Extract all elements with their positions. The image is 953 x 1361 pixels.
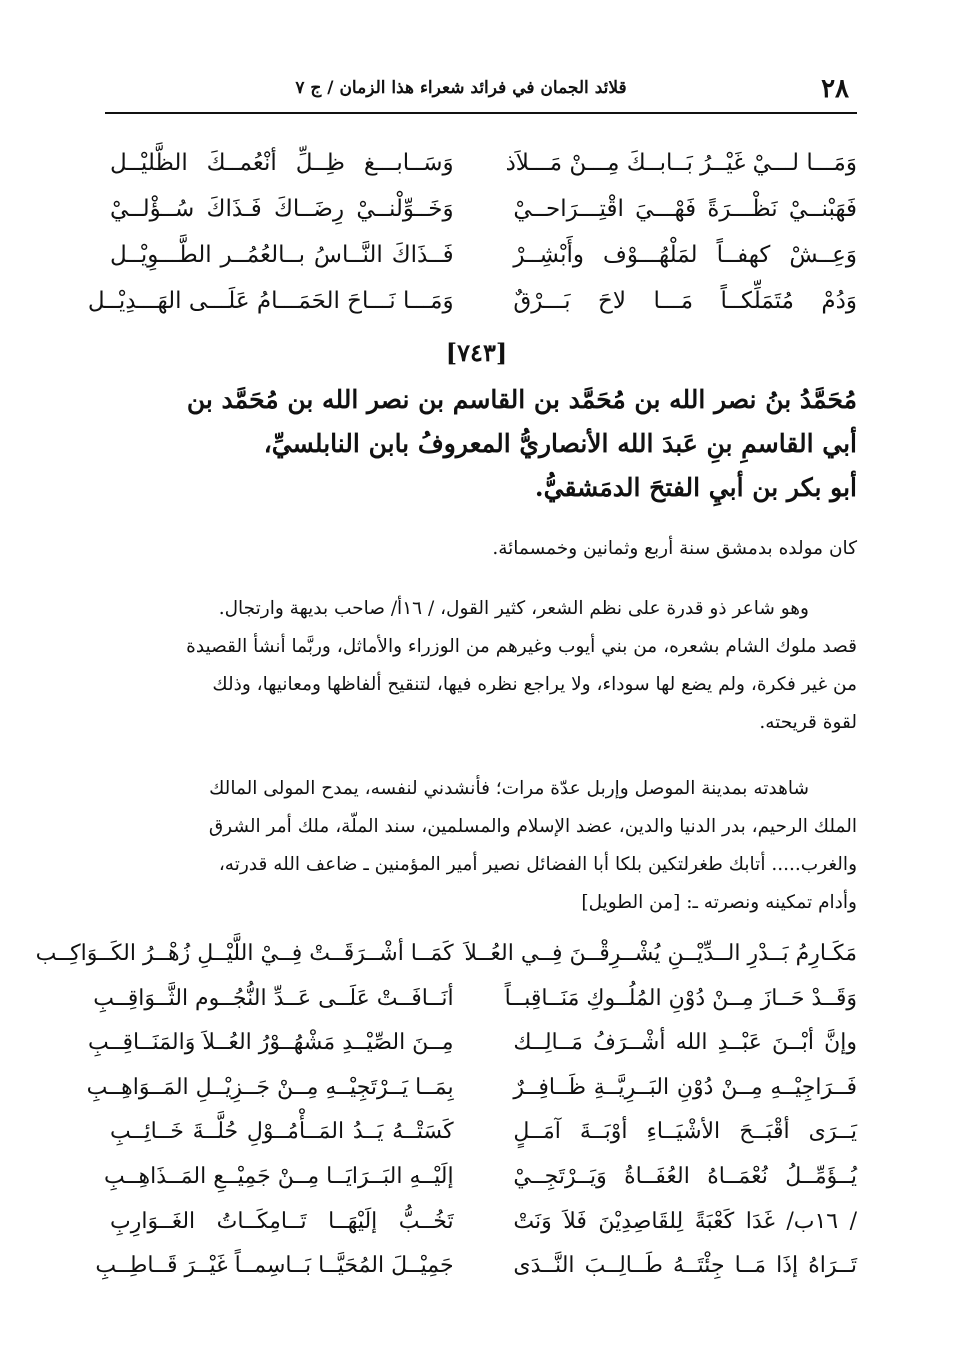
- verse-second-hemistich: وَسَــابـــغ ظِــلِّ أنْعُمــكَ الظَّليْــل: [110, 150, 454, 176]
- verse-first-hemistich: مَكَـارِمُ بَــدْرِ الــدِّيْــنِ يُشْــرِقْــنَ فِــي العُــلاَ: [464, 941, 857, 966]
- verse-row: [93, 977, 857, 1022]
- page-header: [105, 70, 857, 114]
- verse-second-hemistich: وَخَــوِّلْنــيْ رِضَــاكَ فَـذَاكَ سُــؤْلــيْ: [110, 196, 454, 222]
- paragraph-birth: [110, 530, 857, 568]
- verse-second-hemistich: تَخُــبُّ إلَيْهَــا تَــامِكَــاتُ الغَــوَارِبِ: [110, 1208, 454, 1234]
- paragraph-line: كان مولده بدمشق سنة أربع وثمانين وخمسمائة.: [492, 538, 857, 559]
- running-title: قلائد الجمان في فرائد شعراء هذا الزمان / ج ٧: [295, 78, 627, 98]
- verse-row: [110, 186, 857, 232]
- verse-second-hemistich: إلَيْــهِ البَــرَايَــا مِــنْ جَمِيْــعِ المَــذَاهِــبِ: [104, 1163, 454, 1189]
- verse-row: [110, 1200, 857, 1245]
- verse-first-hemistich: يُــؤَمِّــلُ نُعْمَــاهُ العُفَــاةُ وَيَــرْتَجِــيْ: [513, 1163, 857, 1189]
- poetic-meter: [من الطويل]: [581, 892, 681, 913]
- verse-second-hemistich: جَمِيْــلَ المُحَيَّــا بَــاسِمــاً غَيْــرَ قَــاطِــبِ: [95, 1253, 454, 1279]
- verse-row: [110, 1110, 857, 1155]
- verse-second-hemistich: فَــذَاكَ النَّــاسُ بــالعُمُــر الطَّـــوِيْــل: [110, 242, 454, 268]
- verse-first-hemistich: فَــرَاجِيْــهِ مِــنْ دُوْنِ البَــرِيَّــةِ ظَــافِــرٌ: [513, 1074, 857, 1100]
- verse-first-hemistich: يَــرَى أقْبَــحَ الأشْيَــاءِ أوْبَــةَ آمَــلٍ: [513, 1119, 857, 1145]
- verse-row: [95, 1244, 857, 1289]
- verse-first-hemistich: فَهَبْنــيْ نَظْـــرَةً فَهْـــيَ اقْتِـــرَاحــيْ: [513, 196, 857, 222]
- title-line: أبو بكر بن أبيِ الفتحَ الدمَشقيُّ.: [534, 473, 857, 502]
- title-line: أبي القاسمِ بنِ عَبدَ الله الأنصاريُّ المعروفُ بابن النابلسيِّ،: [263, 429, 857, 458]
- verse-first-hemistich: وَعِــشْ كهفــاً لمَلْهُـــوْف وأَبْشِــرْ: [513, 242, 857, 268]
- verse-first-hemistich: وَدُمْ مُتَمَلِّكــاً مَـــا لاحَ بَـــرْقٌ: [513, 288, 857, 314]
- verse-second-hemistich: مِــنَ الصِّيْــدِ مَشْهُــوْرُ العُــلاَ وَالمَنَــاقِــبِ: [87, 1030, 454, 1056]
- verses-bottom: [35, 932, 858, 1289]
- paragraph-line: لقوة قريحته.: [759, 712, 857, 733]
- verse-second-hemistich: كَمَــا أشْــرَقَــتْ فِــيْ اللَّيْــلِ زُهْــرُ الكَــوَاكِــب: [35, 941, 454, 966]
- paragraph-description: [110, 590, 857, 742]
- title-line: مُحَمَّدُ بنُ نصر الله بن مُحَمَّد بن القاسم بن نصر الله بن مُحَمَّد بن: [186, 385, 857, 414]
- verse-row: [110, 140, 857, 186]
- verse-row: [87, 278, 857, 324]
- paragraph-line: شاهدته بمدينة الموصل وإربل عدّة مرات؛ فأنشدني لنفسه، يمدح المولى المالك: [209, 778, 809, 799]
- paragraph-witness: [110, 770, 857, 922]
- biography-title: [180, 378, 857, 510]
- verse-second-hemistich: أنَــافَــتْ عَلَــى عَــدِّ النُّجُــوم الثَّــوَاقِــبِ: [93, 985, 454, 1011]
- verse-row: [86, 1066, 857, 1111]
- verse-row: [35, 932, 857, 977]
- verses-top: [87, 140, 857, 324]
- paragraph-line: وهو شاعر ذو قدرة على نظم الشعر، كثير القول، / ١٦أ/ صاحب بديهة وارتجال.: [218, 598, 809, 619]
- verse-row: [87, 1021, 857, 1066]
- paragraph-line: قصد ملوك الشام بشعره، من بني أيوب وغيرهم من الوزراء والأماثل، وربَّما أنشأ القصيدة: [186, 636, 857, 657]
- verse-first-hemistich: وَقَــدْ حَــازَ مِــنْ دُوْنِ المُلُــوكِ مَنَــاقِبــاً: [504, 985, 857, 1011]
- paragraph-line: والغرب..... أتابك طغرلتكين بلكا أبا الفضائل نصير أمير المؤمنين ـ ضاعف الله قدرته،: [218, 854, 857, 875]
- verse-second-hemistich: بِمَــا يَــرْتَجِيْــهِ مِــنْ جَــزِيْــلِ المَــوَاهِــبِ: [86, 1074, 454, 1100]
- verse-first-hemistich: وإنَّ أبْــنَ عَبْــدِ الله أشْــرَفُ مَــالِــك: [513, 1030, 857, 1056]
- verse-row: [110, 232, 857, 278]
- page-number: ٢٨: [821, 74, 849, 104]
- verse-row: [104, 1155, 857, 1200]
- paragraph-line: [110, 884, 857, 922]
- verse-first-hemistich: تَــرَاهُ إذَا مَــا جِئْتَــهُ طَــالِــبَ النَّــدَى: [513, 1253, 857, 1279]
- verse-second-hemistich: وَمَـــا نَـــاحَ الحَمَـــامُ عَلَـــى الهَـــدِيْــل: [87, 288, 454, 314]
- paragraph-line: من غير فكرة، ولم يضع لها سوداء، ولا يراجع نظره فيها، لتنقيح ألفاظها ومعانيها، وذلك: [212, 674, 857, 695]
- entry-number: [٧٤٣]: [445, 338, 508, 367]
- paragraph-line-text: وأدام تمكينه ونصرته ـ:: [686, 892, 857, 913]
- verse-first-hemistich: / ١٦ب/ غَدَا كَعْبَةً لِلقَاصِدِيْنَ فَلاَ وَنَتْ: [513, 1208, 858, 1234]
- paragraph-line: الملك الرحيم، بدر الدنيا والدين، عضد الإسلام والمسلمين، سند الملّة، ملك أمر الشرق: [208, 816, 857, 837]
- verse-second-hemistich: كَسَتْــهُ يَــدُ المَــأْمُــوْلِ حُلَّــةَ خَــائِــبِ: [110, 1119, 454, 1145]
- verse-first-hemistich: وَمَـــا لـــيْ غَيْــرُ بَــابــكَ مِـــنْ مَـــلاَذ: [505, 150, 857, 176]
